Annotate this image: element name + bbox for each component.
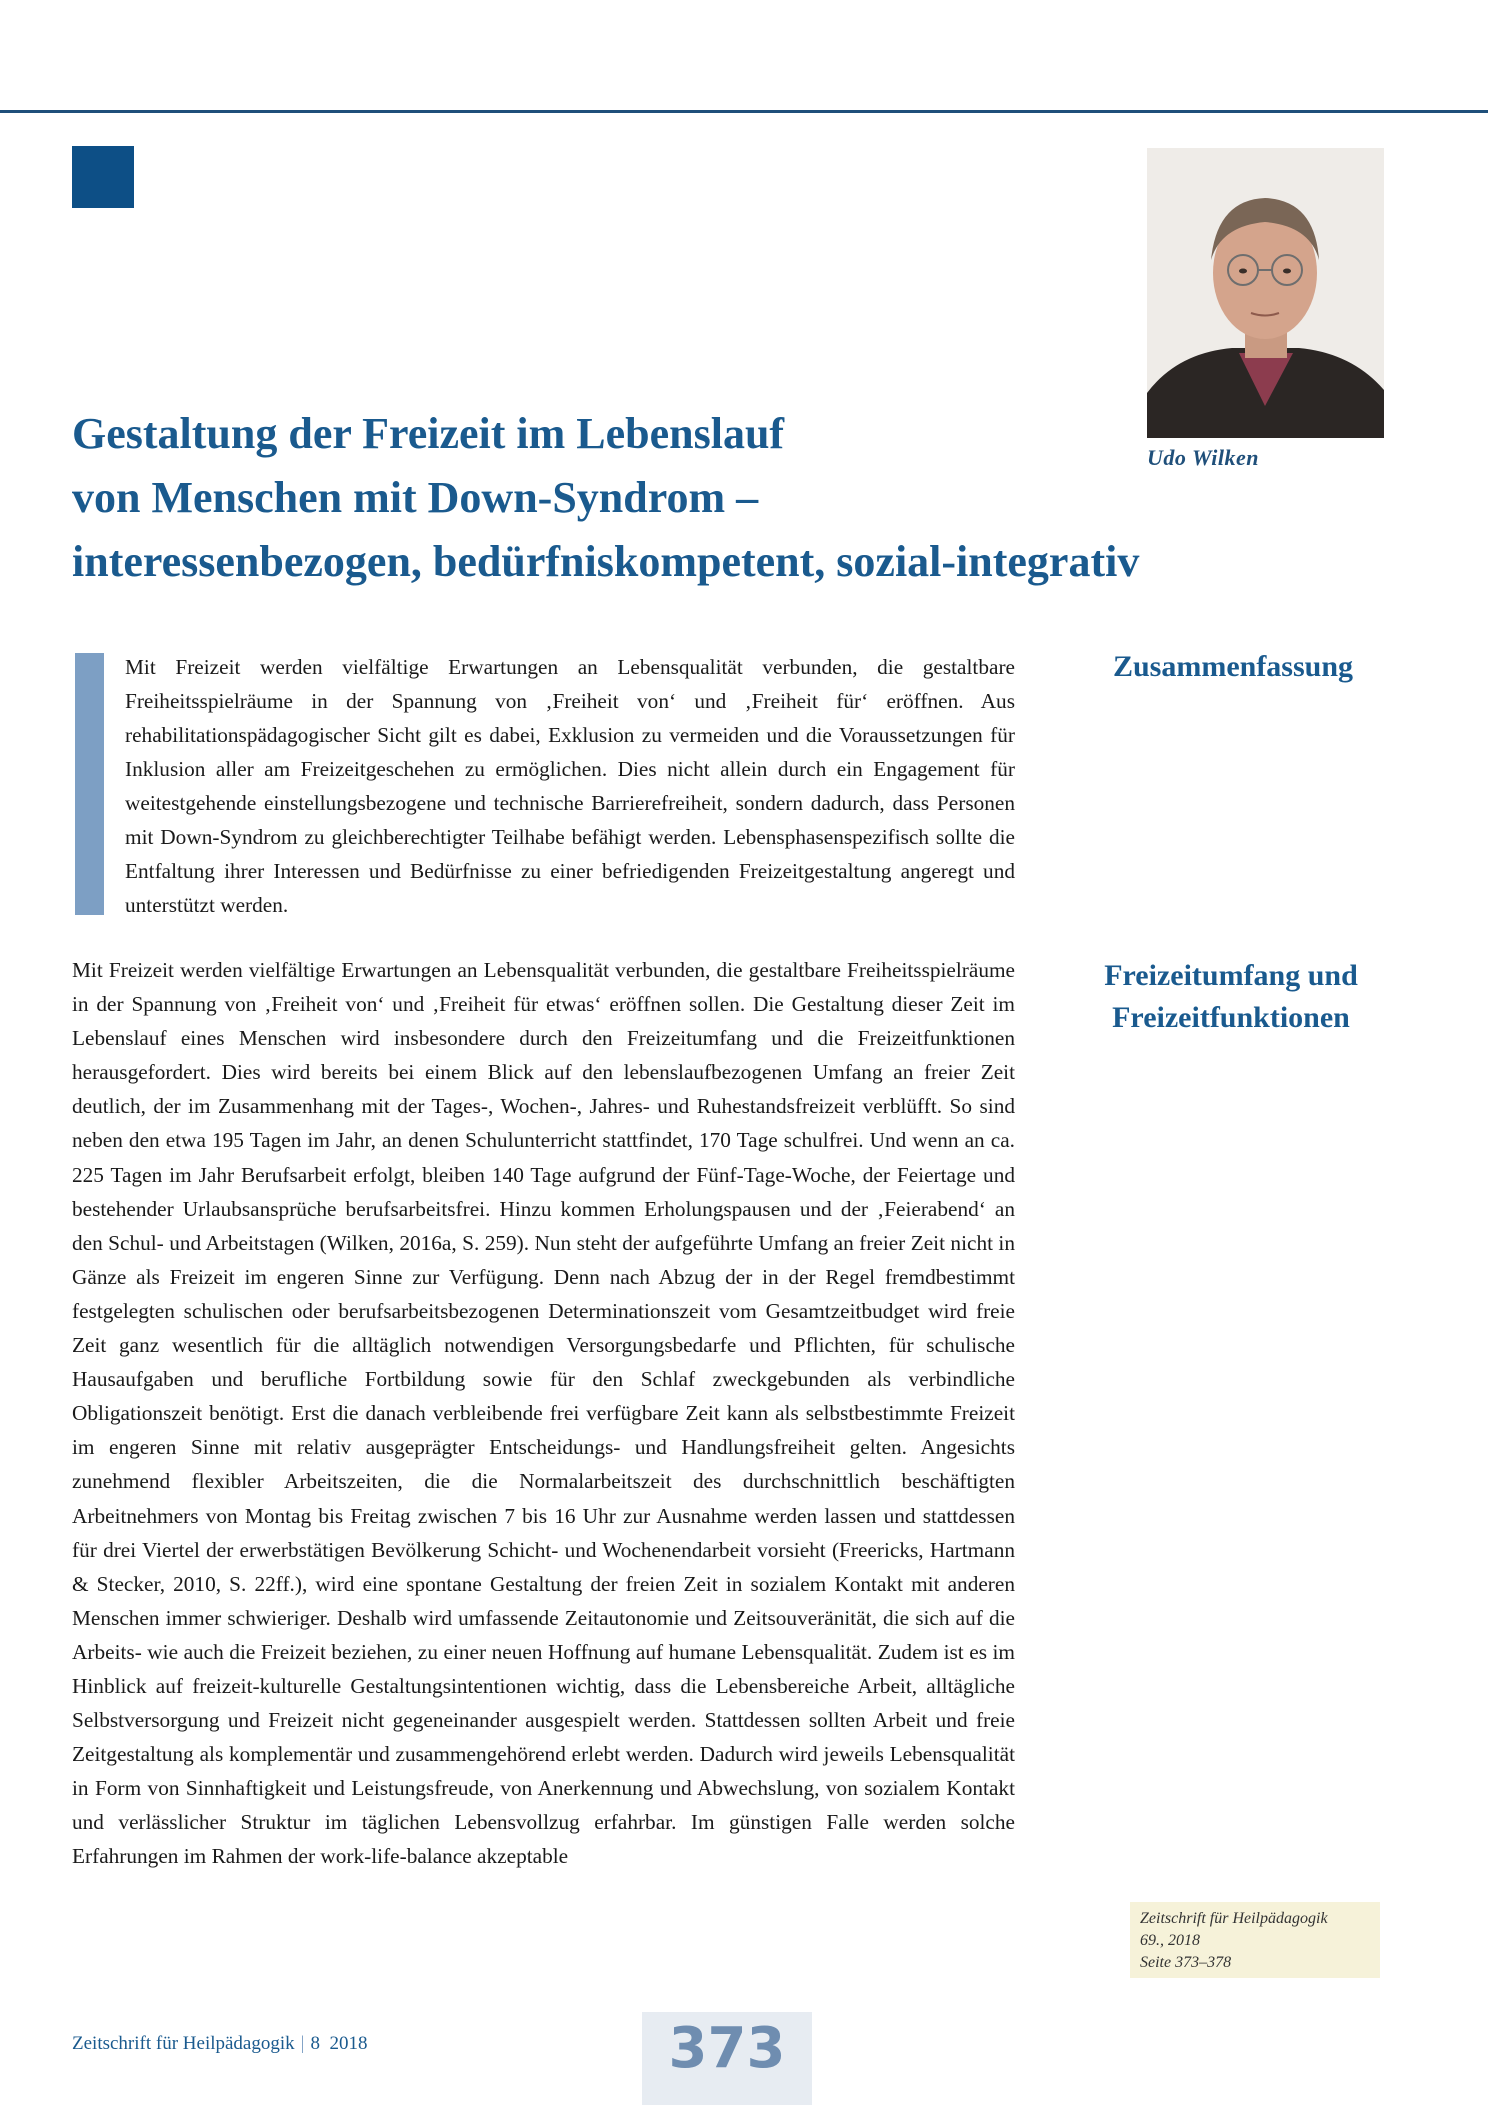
footer-issue: 8 2018 <box>310 2033 368 2054</box>
citation-box <box>1130 1902 1380 1978</box>
footer-journal-name: Zeitschrift für Heilpädagogik <box>72 2033 295 2054</box>
summary-heading: Zusammenfassung <box>1112 650 1354 683</box>
abstract-text: Mit Freizeit werden vielfältige Erwartungen an Lebensqualität verbunden, die gestaltbare Freiheitsspielräume in der Spannung von ‚Freiheit von‘ und ‚Freiheit für‘ eröffnen. Aus rehabilitationspädagogischer Sicht gilt es dabei, Exklusion zu vermeiden und die Voraussetzungen für Inklusion aller am Freizeitgeschehen zu ermöglichen. Dies nicht allein durch ein Engagement für weitestgehende einstellungsbezogene und technische Barrierefreiheit, sondern dadurch, dass Personen mit Down-Syndrom zu gleichberechtigter Teilhabe befähigt werden. Lebensphasenspezifisch sollte die Entfaltung ihrer Interessen und Bedürfnisse zu einer befriedigenden Freizeitgestaltung angeregt und unterstützt werden. <box>125 655 1015 917</box>
abstract-bar <box>75 653 104 915</box>
body-text: Mit Freizeit werden vielfältige Erwartungen an Lebensqualität verbunden, die gestaltbare Freiheitsspielräume in der Spannung von ‚Freiheit von‘ und ‚Freiheit für etwas‘ eröffnen sollen. Die Gestaltung dieser Zeit im Lebenslauf eines Menschen wird insbesondere durch den Freizeitumfang und die Freizeitfunktionen herausgefordert. Dies wird bereits bei einem Blick auf den lebenslaufbezogenen Umfang an freier Zeit deutlich, der im Zusammenhang mit der Tages-, Wochen-, Jahres- und Ruhestandsfreizeit verblüfft. So sind neben den etwa 195 Tagen im Jahr, an denen Schulunterricht stattfindet, 170 Tage schulfrei. Und wenn an ca. 225 Tagen im Jahr Berufsarbeit erfolgt, bleiben 140 Tage aufgrund der Fünf-Tage-Woche, der Feiertage und bestehender Urlaubsansprüche berufsarbeitsfrei. Hinzu kommen Erholungspausen und der ‚Feierabend‘ an den Schul- und Arbeitstagen (Wilken, 2016a, S. 259). Nun steht der aufgeführte Umfang an freier Zeit nicht in Gänze als Freizeit im engeren Sinne zur Verfügung. Denn nach Abzug der in der Regel fremdbestimmt festgelegten schulischen oder berufsarbeitsbezogenen Determinationszeit vom Gesamtzeitbudget wird freie Zeit ganz wesentlich für die alltäglich notwendigen Versorgungsbedarfe und Pflichten, für schulische Hausaufgaben und berufliche Fortbildung sowie für den Schlaf zweckgebunden als verbindliche Obligationszeit benötigt. Erst die danach verbleibende frei verfügbare Zeit kann als selbstbestimmte Freizeit im engeren Sinne mit relativ ausgeprägter Entscheidungs- und Handlungsfreiheit gelten. Angesichts zunehmend flexibler Arbeitszeiten, die die Normalarbeitszeit des durchschnittlich beschäftigten Arbeitnehmers von Montag bis Freitag zwischen 7 bis 16 Uhr zur Ausnahme werden lassen und stattdessen für drei Viertel der erwerbstätigen Bevölkerung Schicht- und Wochenendarbeit vorsieht (Freericks, Hartmann & Stecker, 2010, S. 22ff.), wird eine spontane Gestaltung der freien Zeit in sozialem Kontakt mit anderen Menschen immer schwieriger. Deshalb wird umfassende Zeitautonomie und Zeitsouveränität, die sich auf die Arbeits- wie auch die Freizeit beziehen, zu einer neuen Hoffnung auf humane Lebensqualität. Zudem ist es im Hinblick auf freizeit-kulturelle Gestaltungsintentionen wichtig, dass die Lebensbereiche Arbeit, alltägliche Selbstversorgung und Freizeit nicht gegeneinander ausgespielt werden. Stattdessen sollten Arbeit und freie Zeitgestaltung als komplementär und zusammengehörend erlebt werden. Dadurch wird jeweils Lebensqualität in Form von Sinnhaftigkeit und Leistungsfreude, von Anerkennung und Abwechslung, von sozialem Kontakt und verlässlicher Struktur im täglichen Lebensvollzug erfahrbar. Im günstigen Falle werden solche Erfahrungen im Rahmen der work-life-balance akzeptable <box>72 958 1015 1869</box>
section-marker <box>72 146 134 208</box>
citation-journal: Zeitschrift für Heilpädagogik <box>1140 1910 1328 1927</box>
title-line-3: interessenbezogen, bedürfniskompetent, sozial-integrativ <box>72 537 1140 586</box>
page-number: 373 <box>668 2016 786 2081</box>
footer-separator: | <box>300 2033 305 2054</box>
top-rule <box>0 110 1488 113</box>
author-photo <box>1147 148 1384 438</box>
citation-volume: 69., 2018 <box>1140 1932 1200 1949</box>
footer-journal <box>72 2033 367 2055</box>
section-heading-line-1: Freizeitumfang und <box>1104 959 1358 992</box>
author-name: Udo Wilken <box>1147 445 1259 470</box>
citation-pages: Seite 373–378 <box>1140 1954 1232 1971</box>
title-line-1: Gestaltung der Freizeit im Lebenslauf <box>72 409 785 458</box>
section-heading-line-2: Freizeitfunktionen <box>1112 1001 1350 1034</box>
title-line-2: von Menschen mit Down-Syndrom – <box>72 473 759 522</box>
article-title <box>72 402 1372 594</box>
section-heading <box>1086 955 1376 1039</box>
